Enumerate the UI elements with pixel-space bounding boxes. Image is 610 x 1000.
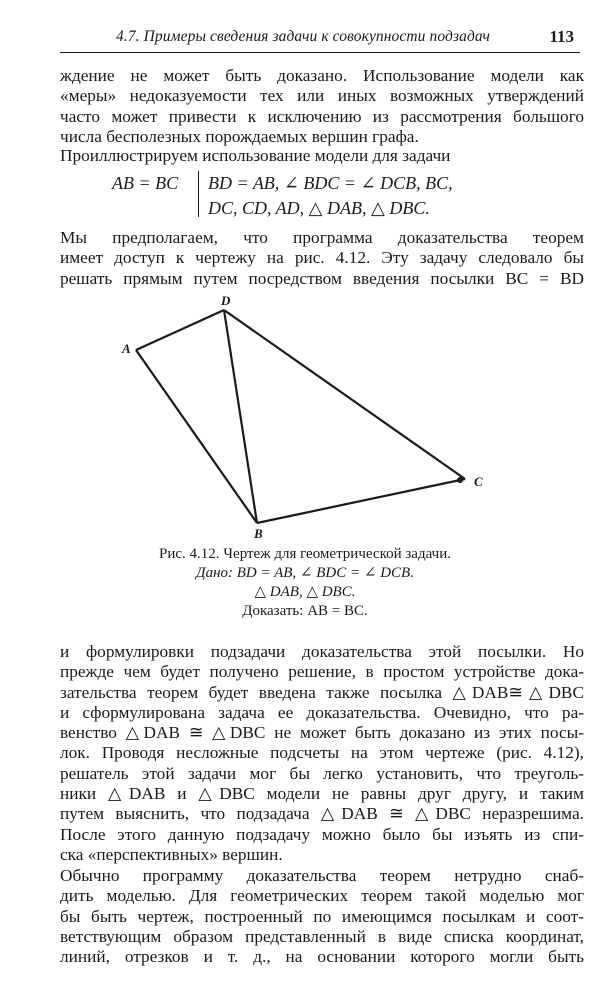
caption-given-cont: △ DAB, △ DBC. bbox=[254, 584, 356, 600]
text-line: числа бесполезных порождаемых вершин графа. bbox=[60, 126, 419, 146]
paragraph-3 bbox=[60, 228, 584, 289]
text-line: и сформулирована задача ее доказательства. Очевидно, что ра- bbox=[60, 702, 584, 722]
text-line: путем выяснить, что подзадача △DAB ≅ △DBC неразрешима. bbox=[60, 804, 584, 824]
segment-AB bbox=[136, 350, 257, 523]
text-line: бы быть чертеж, построенный по имеющимся посылкам и соот- bbox=[60, 906, 584, 926]
text-line: ждение не может быть доказано. Использование модели как bbox=[60, 66, 584, 85]
text-line: решатель этой задачи мог бы легко установить, что треуголь- bbox=[60, 763, 584, 783]
text-line: Обычно программу доказательства теорем нетрудно снаб- bbox=[60, 866, 584, 885]
formula-premises-line-1: BD = AB, ∠ BDC = ∠ DCB, BC, bbox=[208, 173, 453, 193]
running-header bbox=[60, 26, 580, 53]
figure-caption bbox=[140, 545, 470, 621]
segment-AD bbox=[136, 310, 224, 350]
page-number: 113 bbox=[549, 27, 574, 46]
paragraph-5 bbox=[60, 866, 584, 967]
text-line: «меры» недоказуемости тех или иных возможных утверждений bbox=[60, 86, 584, 106]
text-line: ветствующим образом представленный в виде списка координат, bbox=[60, 926, 584, 946]
text-line: лок. Проводя несложные подсчеты на этом чертеже (рис. 4.12), bbox=[60, 743, 584, 763]
paragraph-4 bbox=[60, 642, 584, 865]
segment-BC bbox=[257, 479, 465, 523]
text-line: часто может привести к исключению из рассмотрения большого bbox=[60, 106, 584, 126]
text-line: Проиллюстрируем использование модели для задачи bbox=[60, 146, 451, 165]
formula-separator bbox=[198, 171, 199, 217]
text-line: зательства теорем будет введена также посылка △DAB≅△DBC bbox=[60, 682, 584, 702]
text-line: После этого данную подзадачу можно было бы изъять из спи- bbox=[60, 824, 584, 844]
text-line: линий, отрезков и т. д., на основании которого могли быть bbox=[60, 947, 584, 967]
formula-premises-line-2: DC, CD, AD, △ DAB, △ DBC. bbox=[208, 198, 430, 218]
caption-prove: Доказать: AB = BC. bbox=[242, 603, 368, 619]
vertex-label-A: A bbox=[122, 341, 131, 356]
paragraph-1 bbox=[60, 66, 584, 147]
vertex-C-dot bbox=[457, 477, 463, 483]
caption-given: Дано: BD = AB, ∠ BDC = ∠ DCB. bbox=[196, 565, 414, 581]
vertex-label-B: B bbox=[254, 526, 263, 540]
text-line: ники △DAB и △DBC модели не равны друг другу, и таким bbox=[60, 784, 584, 804]
text-line: прежде чем будет получено решение, в простом устройстве дока- bbox=[60, 662, 584, 682]
geometry-figure bbox=[110, 290, 510, 540]
vertex-label-D: D bbox=[221, 293, 231, 308]
vertex-label-C: C bbox=[474, 474, 483, 489]
text-line: венство △DAB ≅ △DBC не может быть доказано из этих посы- bbox=[60, 723, 584, 743]
segment-DC bbox=[224, 310, 465, 479]
text-line: дить моделью. Для геометрических теорем такой моделью мог bbox=[60, 886, 584, 906]
text-line: ска «перспективных» вершин. bbox=[60, 844, 283, 864]
text-line: имеет доступ к чертежу на рис. 4.12. Эту задачу следовало бы bbox=[60, 248, 584, 268]
paragraph-2 bbox=[60, 146, 584, 166]
formula-goal: AB = BC bbox=[112, 173, 179, 193]
segment-DB bbox=[224, 310, 257, 523]
text-line: и формулировки подзадачи доказательства этой посылки. Но bbox=[60, 642, 584, 661]
text-line: решать прямым путем посредством введения посылки BC = BD bbox=[60, 268, 584, 288]
caption-title: Рис. 4.12. Чертеж для геометрической задачи. bbox=[159, 546, 451, 562]
text-line: Мы предполагаем, что программа доказательства теорем bbox=[60, 228, 584, 247]
section-title: 4.7. Примеры сведения задачи к совокупности подзадач bbox=[116, 28, 491, 45]
